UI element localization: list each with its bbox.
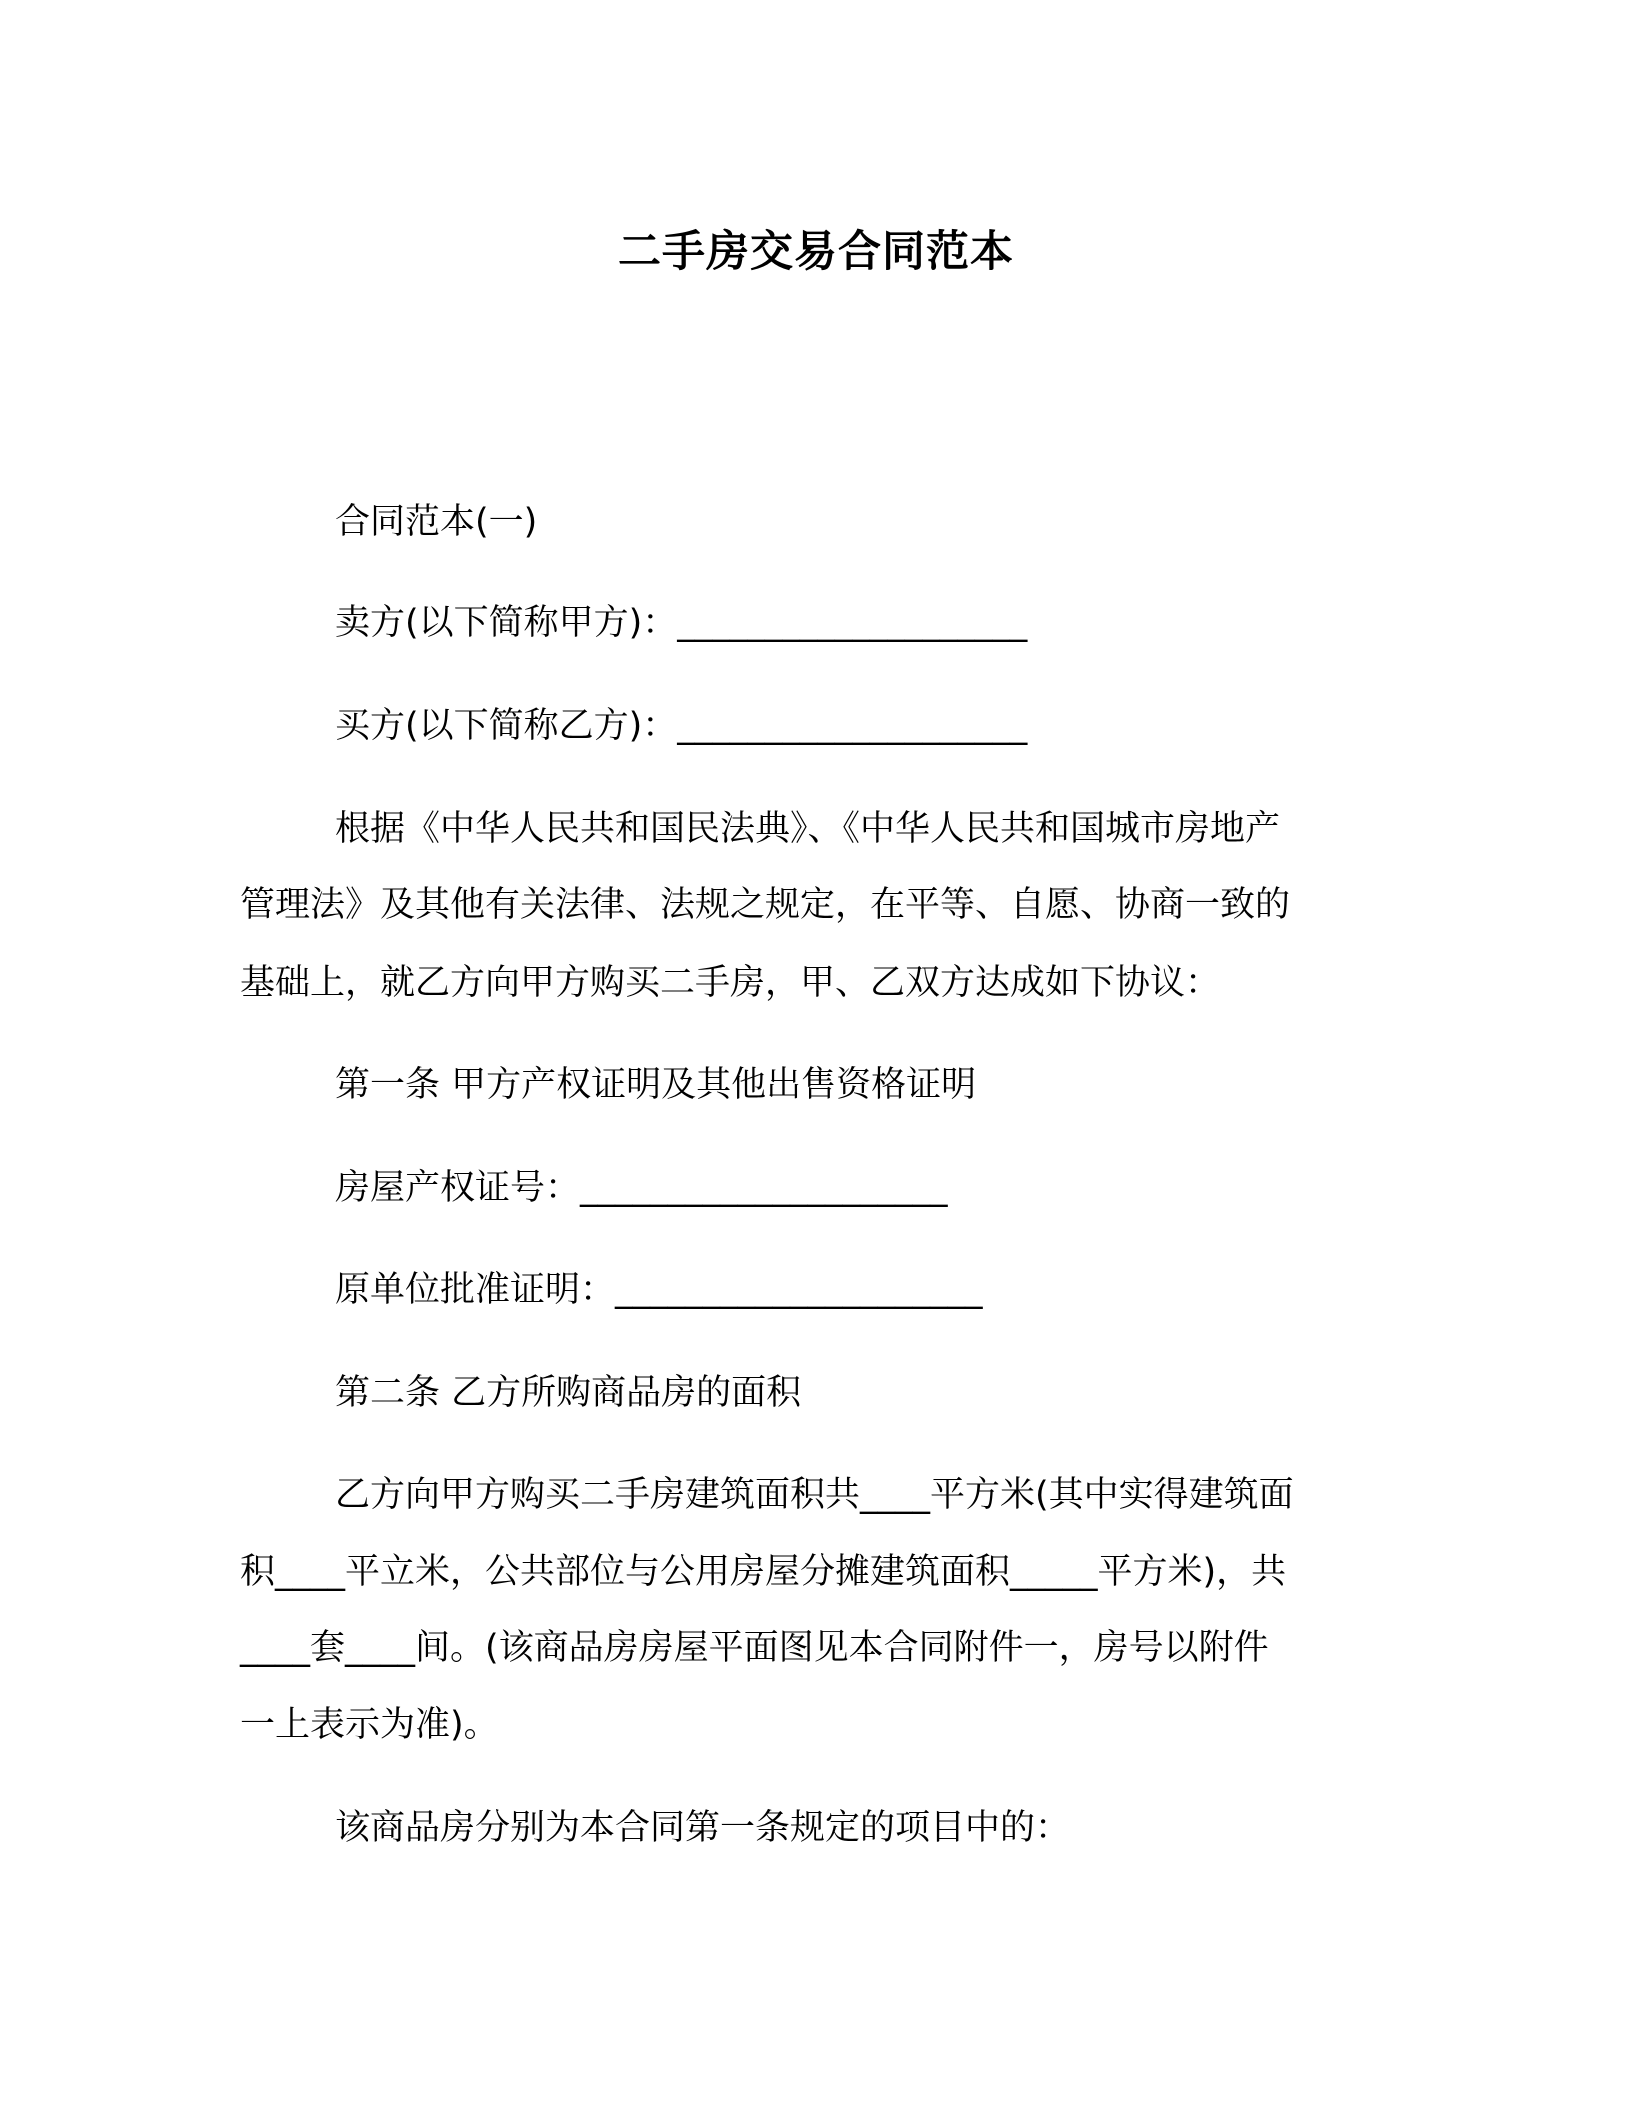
- preamble-line-1: 根据《中华人民共和国民法典》、《中华人民共和国城市房地产: [335, 809, 1281, 849]
- approval-cert-line: 原单位批准证明：_____________________: [335, 1270, 983, 1310]
- preamble-line-3: 基础上，就乙方向甲方购买二手房，甲、乙双方达成如下协议：: [240, 963, 1221, 1003]
- area-line-4: 一上表示为准)。: [240, 1705, 499, 1745]
- area-line-3: ____套____间。(该商品房房屋平面图见本合同附件一，房号以附件: [240, 1628, 1269, 1668]
- area-line-2: 积____平立米，公共部位与公用房屋分摊建筑面积_____平方米)，共: [240, 1552, 1287, 1592]
- article-1-heading: 第一条 甲方产权证明及其他出售资格证明: [335, 1065, 977, 1105]
- area-line-1: 乙方向甲方购买二手房建筑面积共____平方米(其中实得建筑面: [335, 1475, 1294, 1515]
- buyer-line: 买方(以下简称乙方)：____________________: [335, 706, 1028, 746]
- seller-line: 卖方(以下简称甲方)：____________________: [335, 603, 1028, 643]
- article-2-heading: 第二条 乙方所购商品房的面积: [335, 1373, 802, 1413]
- preamble-line-2: 管理法》及其他有关法律、法规之规定，在平等、自愿、协商一致的: [240, 885, 1291, 925]
- project-line: 该商品房分别为本合同第一条规定的项目中的：: [335, 1808, 1071, 1848]
- property-cert-line: 房屋产权证号：_____________________: [335, 1168, 948, 1208]
- document-title: 二手房交易合同范本: [618, 227, 1014, 277]
- contract-template-heading: 合同范本(一): [335, 502, 538, 542]
